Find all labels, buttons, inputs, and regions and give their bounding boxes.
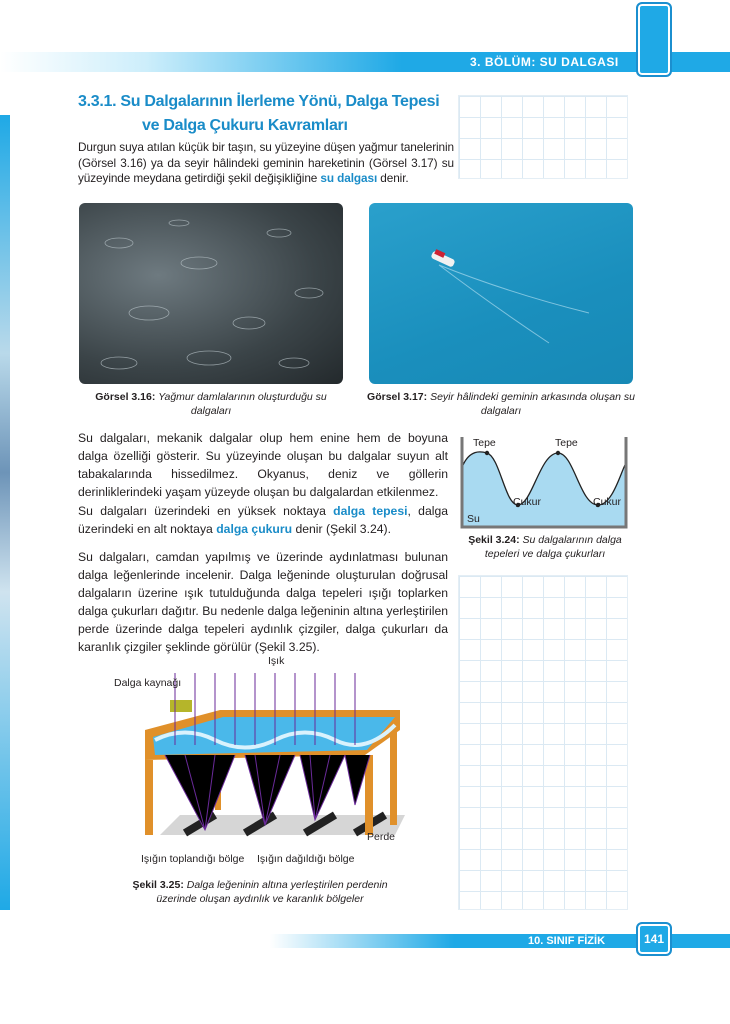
label-dagildigi-bolge: Işığın dağıldığı bölge <box>257 853 355 865</box>
header-bar <box>0 52 730 72</box>
caption-gorsel-3-17: Görsel 3.17: Seyir hâlindeki geminin arkasında oluşan su dalgaları <box>367 391 635 417</box>
caption-sekil-3-24: Şekil 3.24: Su dalgalarının dalga tepeleri ve dalga çukurları <box>468 534 622 560</box>
label-cukur: Çukur <box>513 496 542 508</box>
intro-paragraph: Durgun suya atılan küçük bir taşın, su yüzeyine düşen yağmur tanelerinin (Görsel 3.16) ya da seyir hâlindeki geminin hareketinin (Görsel 3.17) su yüzeyinde meydana getirdiği şekil değişikliğine su dalgası denir. <box>78 140 454 185</box>
chapter-tab <box>636 2 672 77</box>
label-tepe: Tepe <box>473 437 496 449</box>
notes-grid-right <box>458 575 628 910</box>
section-title: 3.3.1. Su Dalgalarının İlerleme Yönü, Dalga Tepesi ve Dalga Çukuru Kavramları <box>78 93 440 134</box>
crest-point <box>485 451 489 455</box>
page-number: 141 <box>636 922 672 956</box>
caption-sekil-3-25: Şekil 3.25: Dalga leğeninin altına yerleştirilen perdenin üzerinde oluşan aydınlık ve karanlık bölgeler <box>132 879 388 905</box>
side-strip <box>0 115 10 910</box>
figure-3-24-wave-diagram <box>460 435 628 529</box>
label-isik: Işık <box>268 655 285 667</box>
paragraph-1: Su dalgaları, mekanik dalgalar olup hem enine hem de boyuna dalga özelliği gösterir. Su yüzeyinde oluşan bu dalgalar suyun alt tabakalarında hissedilmez. Okyanus, deniz ve göllerin derinliklerindeki yaşam yüzeyde oluşan bu dalgalardan etkilenmez. <box>78 431 448 499</box>
paragraph-3: Su dalgaları, camdan yapılmış ve üzerinde aydınlatması bulunan dalga leğenlerinde incelenir. Dalga leğeninde oluşturulan doğrusal dalgaların üzerine ışık tutulduğunda dalga tepeleri ışığı toplarken dalga çukurları dağıtır. Bu nedenle dalga leğeninin altına yerleştirilen perde üzerinde dalga tepeleri aydınlık çizgiler, dalga çukurları da karanlık çizgiler şeklinde görülür (Şekil 3.25). <box>78 550 448 654</box>
wave-source <box>170 700 192 712</box>
boat-wake <box>369 203 633 384</box>
raindrop-ripples <box>79 203 343 384</box>
label-cukur: Çukur <box>593 496 622 508</box>
rain-photo <box>79 203 343 384</box>
caption-gorsel-3-16: Görsel 3.16: Yağmur damlalarının oluşturduğu su dalgaları <box>95 391 327 417</box>
label-su: Su <box>467 513 480 525</box>
label-dalga-kaynagi: Dalga kaynağı <box>114 677 182 689</box>
wave-tank-svg <box>460 435 628 529</box>
notes-grid-top <box>458 95 628 179</box>
chapter-title: 3. BÖLÜM: SU DALGASI <box>470 55 619 69</box>
label-perde: Perde <box>367 831 396 843</box>
water-fill <box>463 452 625 526</box>
boat-photo <box>369 203 633 384</box>
label-tepe: Tepe <box>555 437 578 449</box>
paragraph-2: Su dalgaları üzerindeki en yüksek noktaya dalga tepesi, dalga üzerindeki en alt noktaya dalga çukuru denir (Şekil 3.24). <box>78 504 448 536</box>
label-toplandigi-bolge: Işığın toplandığı bölge <box>141 853 245 865</box>
book-title: 10. SINIF FİZİK <box>528 935 606 947</box>
crest-point <box>556 451 560 455</box>
figure-3-25-ripple-tank <box>105 655 415 870</box>
